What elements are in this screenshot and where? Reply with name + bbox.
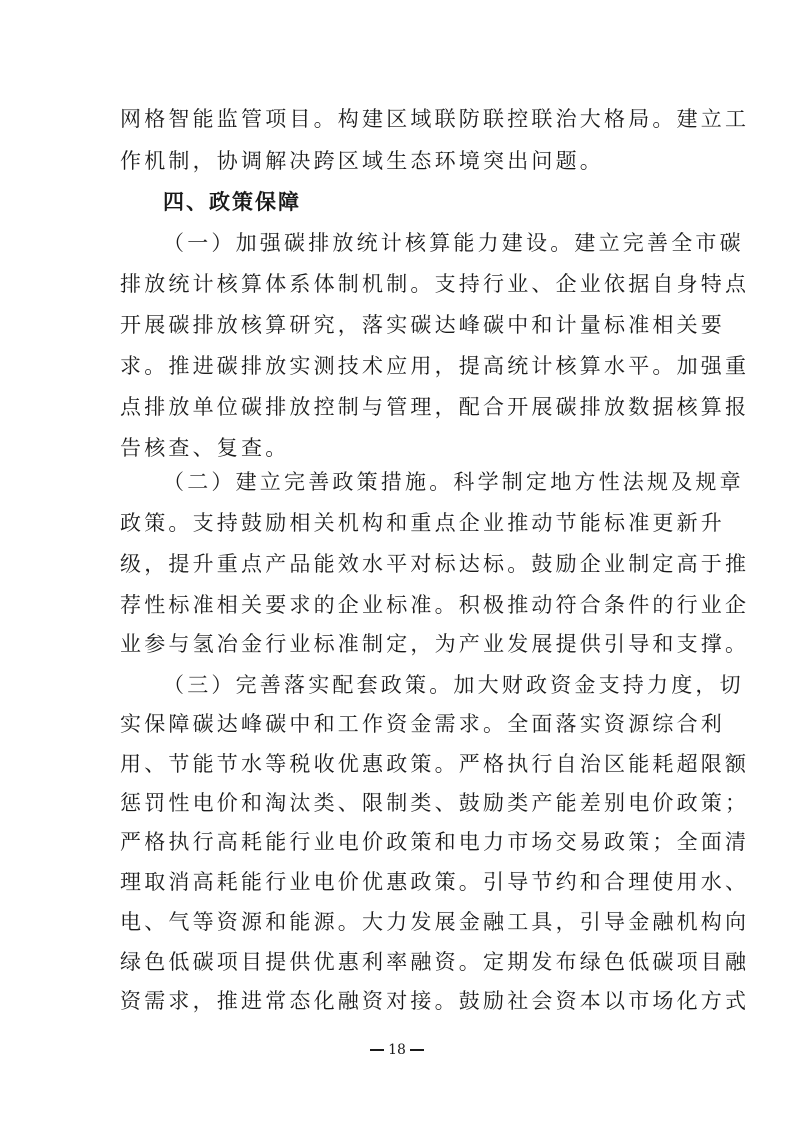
text-line: 理取消高耗能行业电价优惠政策。引导节约和合理使用水、 [120, 870, 750, 894]
text-line: 荐性标准相关要求的企业标准。积极推动符合条件的行业企 [120, 593, 750, 617]
text-line: 政策。支持鼓励相关机构和重点企业推动节能标准更新升 [120, 511, 725, 535]
text-line: 网格智能监管项目。构建区域联防联控联治大格局。建立工 [120, 107, 750, 131]
page-number [0, 1040, 794, 1060]
text-line: 资需求，推进常态化融资对接。鼓励社会资本以市场化方式 [120, 989, 750, 1013]
text-line: 级，提升重点产品能效水平对标达标。鼓励企业制定高于推 [120, 552, 750, 576]
dash-left-icon [370, 1049, 384, 1051]
paragraph-first-line: （三）完善落实配套政策。加大财政资金支持力度，切 [163, 673, 744, 697]
text-line: 排放统计核算体系体制机制。支持行业、企业依据自身特点 [120, 272, 750, 296]
text-line: 绿色低碳项目提供优惠利率融资。定期发布绿色低碳项目融 [120, 950, 750, 974]
text-line: 求。推进碳排放实测技术应用，提高统计核算水平。加强重 [120, 354, 750, 378]
text-line: 惩罚性电价和淘汰类、限制类、鼓励类产能差别电价政策； [120, 791, 750, 815]
paragraph-first-line: （二）建立完善政策措施。科学制定地方性法规及规章 [163, 470, 744, 494]
text-line: 开展碳排放核算研究，落实碳达峰碳中和计量标准相关要 [120, 313, 725, 337]
text-line: 电、气等资源和能源。大力发展金融工具，引导金融机构向 [120, 910, 750, 934]
text-line: 业参与氢冶金行业标准制定，为产业发展提供引导和支撑。 [120, 632, 750, 656]
dash-right-icon [410, 1049, 424, 1051]
text-line: 告核查、复查。 [120, 436, 290, 460]
text-line: 用、节能节水等税收优惠政策。严格执行自治区能耗超限额 [120, 752, 750, 776]
section-heading: 四、政策保障 [163, 190, 301, 214]
text-line: 作机制，协调解决跨区域生态环境突出问题。 [120, 149, 604, 173]
text-line: 实保障碳达峰碳中和工作资金需求。全面落实资源综合利 [120, 712, 725, 736]
text-line: 点排放单位碳排放控制与管理，配合开展碳排放数据核算报 [120, 395, 750, 419]
paragraph-first-line: （一）加强碳排放统计核算能力建设。建立完善全市碳 [163, 231, 744, 255]
text-line: 严格执行高耗能行业电价政策和电力市场交易政策；全面清 [120, 830, 750, 854]
page-number-value: 18 [388, 1042, 406, 1058]
